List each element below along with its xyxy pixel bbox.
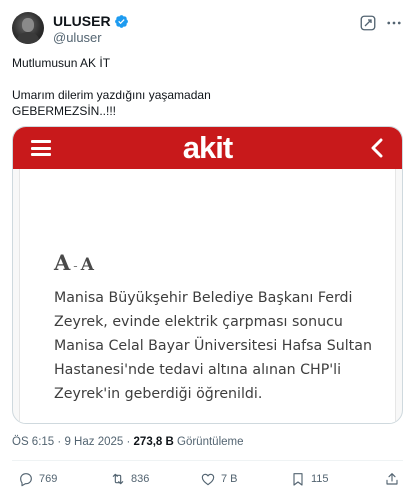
action-bar: [12, 471, 403, 491]
tweet-meta: [12, 436, 244, 448]
font-size-controls: [54, 250, 94, 275]
avatar-face: [22, 18, 34, 32]
tweet-date[interactable]: 9 Haz 2025: [64, 436, 124, 448]
like-button[interactable]: [200, 471, 238, 487]
grok-icon[interactable]: [359, 14, 377, 32]
meta-dot: ·: [126, 436, 131, 448]
repost-count: 836: [131, 473, 150, 485]
bookmark-button[interactable]: [290, 471, 329, 487]
author-name-row[interactable]: [53, 13, 129, 29]
author-name[interactable]: ULUSER: [53, 13, 111, 29]
author-handle[interactable]: @uluser: [53, 30, 102, 45]
verified-icon: [114, 14, 129, 29]
tweet-line: Umarım dilerim yazdığını yaşamadan: [12, 88, 211, 102]
akit-header-bar: [13, 127, 402, 169]
more-icon[interactable]: [385, 14, 403, 32]
share-icon: [384, 471, 400, 487]
repost-button[interactable]: [110, 471, 149, 487]
meta-dot: ·: [57, 436, 62, 448]
tweet-line: GEBERMEZSİN..!!!: [12, 104, 117, 118]
article-body: [19, 169, 396, 424]
views-count: 273,8 B: [133, 436, 174, 448]
like-count: 7 B: [221, 473, 238, 485]
tweet-time[interactable]: ÖS 6:15: [12, 436, 55, 448]
avatar-body: [17, 32, 39, 44]
tweet-header: [12, 12, 403, 48]
akit-logo: akit: [182, 130, 233, 165]
like-icon: [200, 471, 216, 487]
font-size-large: A: [54, 250, 71, 275]
tweet-line: Mutlumusun AK İT: [12, 56, 111, 70]
reply-icon: [18, 471, 34, 487]
avatar[interactable]: [12, 12, 44, 44]
font-size-separator: -: [73, 259, 78, 274]
article-text: Manisa Büyükşehir Belediye Başkanı Ferdi Zeyrek, evinde elektrik çarpması sonucu Manisa Celal Bayar Üniversitesi Hafsa Sultan Hastanesi'nde tedavi altına alınan CHP'li Zeyrek'in geberdiği öğrenildi.: [54, 290, 372, 402]
reply-count: 769: [39, 473, 58, 485]
divider: [12, 460, 403, 461]
tweet-media-image[interactable]: [12, 126, 403, 424]
views-label: Görüntüleme: [177, 436, 244, 448]
share-button[interactable]: [384, 471, 400, 487]
reply-button[interactable]: [18, 471, 57, 487]
bookmark-icon: [290, 471, 306, 487]
font-size-small: A: [80, 255, 94, 275]
back-chevron-icon: [370, 138, 384, 158]
repost-icon: [110, 471, 126, 487]
tweet-text: [12, 55, 403, 119]
bookmark-count: 115: [311, 473, 329, 485]
